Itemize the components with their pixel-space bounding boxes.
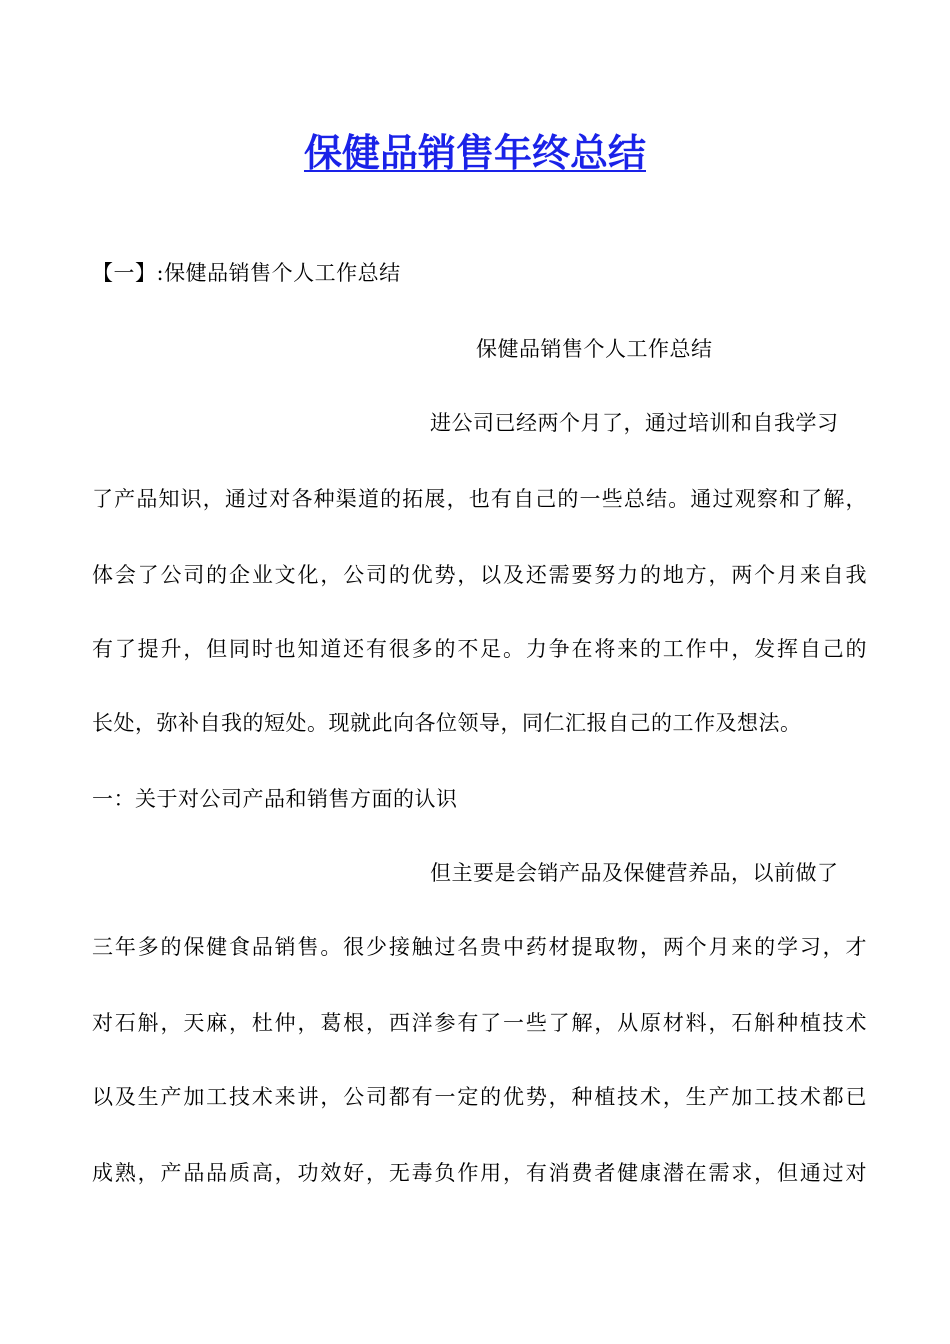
paragraph-1-line: 了产品知识，通过对各种渠道的拓展，也有自己的一些总结。通过观察和了解， (92, 487, 867, 511)
paragraph-2-first-line: 但主要是会销产品及保健营养品，以前做了 (430, 861, 839, 885)
paragraph-2-line: 成熟，产品品质高，功效好，无毒负作用，有消费者健康潜在需求，但通过对 (92, 1161, 867, 1185)
document-title-link[interactable]: 保健品销售年终总结 (303, 130, 646, 175)
section-subtitle: 保健品销售个人工作总结 (476, 337, 713, 361)
paragraph-1-first-line: 进公司已经两个月了，通过培训和自我学习 (430, 411, 839, 435)
paragraph-1-line: 长处，弥补自我的短处。现就此向各位领导，同仁汇报自己的工作及想法。 (92, 711, 802, 735)
paragraph-2-line: 对石斛，天麻，杜仲，葛根，西洋参有了一些了解，从原材料，石斛种植技术 (92, 1011, 867, 1035)
paragraph-2-line: 三年多的保健食品销售。很少接触过名贵中药材提取物，两个月来的学习，才 (92, 935, 867, 959)
paragraph-1-line: 体会了公司的企业文化，公司的优势，以及还需要努力的地方，两个月来自我 (92, 563, 867, 587)
paragraph-2-line: 以及生产加工技术来讲，公司都有一定的优势，种植技术，生产加工技术都已 (92, 1085, 867, 1109)
section-label: 【一】:保健品销售个人工作总结 (92, 261, 401, 285)
paragraph-1-line: 有了提升，但同时也知道还有很多的不足。力争在将来的工作中，发挥自己的 (92, 637, 867, 661)
paragraph-2-heading: 一：关于对公司产品和销售方面的认识 (92, 787, 458, 811)
